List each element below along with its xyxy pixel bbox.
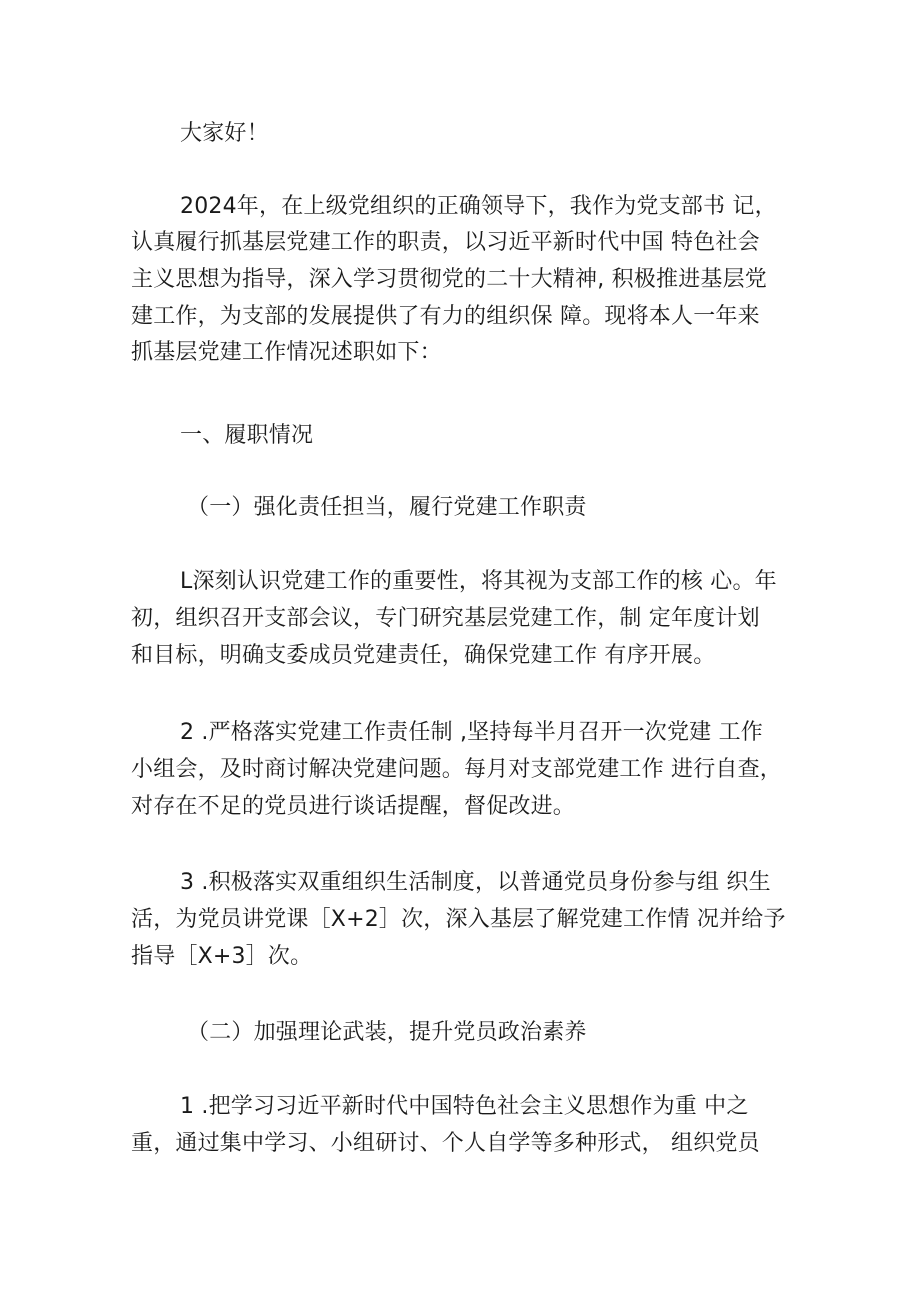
subsection2-item1-line-1: 1 .把学习习近平新时代中国特色社会主义思想作为重 中之 xyxy=(180,1094,749,1119)
greeting: 大家好！ xyxy=(180,121,269,146)
subsection1-item1-line-3: 和目标，明确支委成员党建责任，确保党建工作 有序开展。 xyxy=(131,643,716,668)
subsection1-item2-line-3: 对存在不足的党员进行谈话提醒，督促改进。 xyxy=(131,794,576,819)
intro-line-1: 2024年，在上级党组织的正确领导下，我作为党支部书 记， xyxy=(180,194,777,219)
subsection2-heading: （二）加强理论武装，提升党员政治素养 xyxy=(187,1020,587,1045)
intro-line-5: 抓基层党建工作情况述职如下： xyxy=(131,340,442,365)
subsection1-item3-line-3: 指导［X+3］次。 xyxy=(131,944,313,969)
subsection1-item1-line-2: 初，组织召开支部会议，专门研究基层党建工作，制 定年度计划 xyxy=(131,606,760,631)
subsection1-item3-line-2: 活，为党员讲党课［X+2］次，深入基层了解党建工作情 况并给予 xyxy=(131,907,786,932)
intro-line-3: 主义思想为指导，深入学习贯彻党的二十大精神, 积极推进基层党 xyxy=(131,267,767,292)
intro-line-4: 建工作，为支部的发展提供了有力的组织保 障。现将本人一年来 xyxy=(131,304,760,329)
subsection1-item2-line-2: 小组会，及时商讨解决党建问题。每月对支部党建工作 进行自查， xyxy=(131,757,782,782)
subsection2-item1-line-2: 重，通过集中学习、小组研讨、个人自学等多种形式， 组织党员 xyxy=(131,1131,760,1156)
section1-heading: 一、履职情况 xyxy=(180,423,314,448)
intro-line-2: 认真履行抓基层党建工作的职责，以习近平新时代中国 特色社会 xyxy=(131,230,760,255)
subsection1-item1-line-1: L深刻认识党建工作的重要性，将其视为支部工作的核 心。年 xyxy=(180,569,777,594)
subsection1-heading: （一）强化责任担当，履行党建工作职责 xyxy=(187,495,587,520)
subsection1-item3-line-1: 3 .积极落实双重组织生活制度，以普通党员身份参与组 织生 xyxy=(180,870,771,895)
subsection1-item2-line-1: 2 .严格落实党建工作责任制 ,坚持每半月召开一次党建 工作 xyxy=(180,720,763,745)
